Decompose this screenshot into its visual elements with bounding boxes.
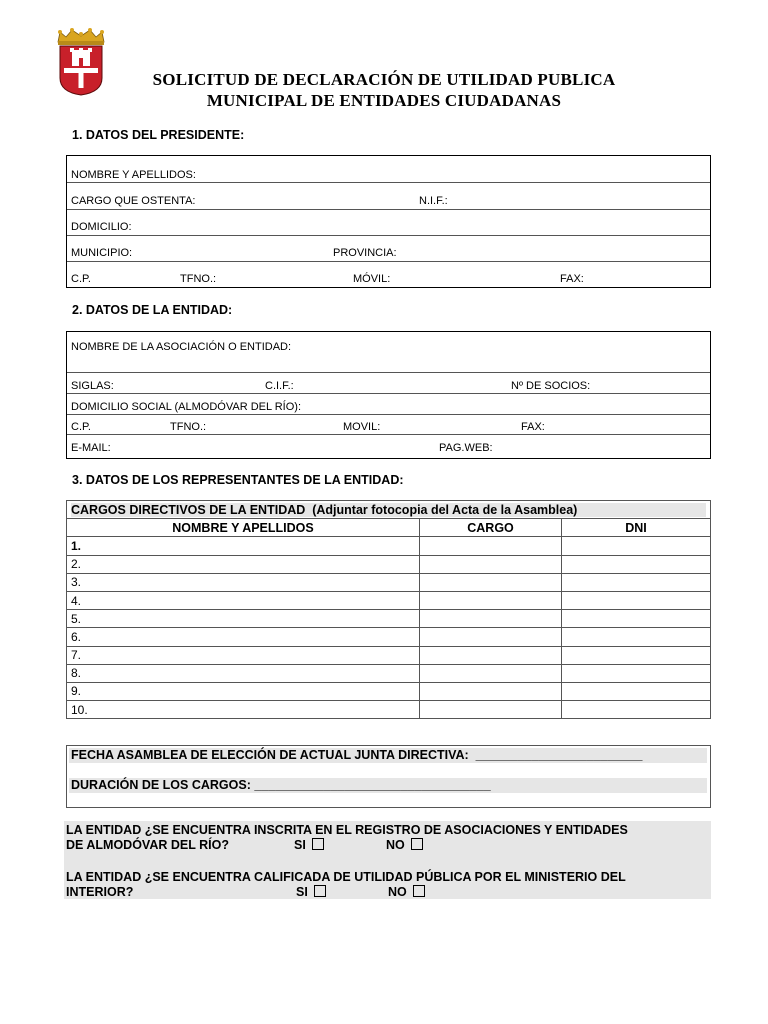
duracion-cargos-label (71, 778, 491, 793)
entity-siglas-label: SIGLAS: (71, 380, 114, 392)
table-row (67, 682, 711, 700)
table-row (67, 537, 711, 555)
dni-cell[interactable] (562, 701, 711, 719)
section-2-heading: 2. DATOS DE LA ENTIDAD: (72, 303, 233, 317)
table-caption-bold: CARGOS DIRECTIVOS DE LA ENTIDAD (71, 502, 306, 517)
dni-cell[interactable] (562, 664, 711, 682)
column-header-dni: DNI (562, 519, 711, 537)
dni-cell[interactable] (562, 537, 711, 555)
si-label: SI (296, 885, 308, 899)
section-3-heading: 3. DATOS DE LOS REPRESENTANTES DE LA ENTIDAD: (72, 473, 404, 487)
dni-cell[interactable] (562, 591, 711, 609)
column-header-nombre: NOMBRE Y APELLIDOS (67, 519, 420, 537)
cargo-cell[interactable] (420, 682, 562, 700)
duracion-cargos-text: DURACIÓN DE LOS CARGOS: (71, 778, 251, 792)
president-fax-label: FAX: (560, 273, 584, 285)
row-number: 9. (67, 682, 420, 700)
question-2-line-2: INTERIOR? (66, 885, 134, 899)
question-2-line-1: LA ENTIDAD ¿SE ENCUENTRA CALIFICADA DE UTILIDAD PÚBLICA POR EL MINISTERIO DEL (66, 870, 626, 884)
fecha-asamblea-label (71, 748, 643, 763)
checkbox-icon[interactable] (312, 838, 324, 850)
no-label: NO (386, 838, 405, 852)
representatives-table-wrap (66, 500, 711, 719)
row-number: 2. (67, 555, 420, 573)
dni-cell[interactable] (562, 628, 711, 646)
cargo-cell[interactable] (420, 664, 562, 682)
table-row (67, 701, 711, 719)
no-label: NO (388, 885, 407, 899)
table-row (67, 610, 711, 628)
table-caption (67, 501, 711, 519)
question-1-no (386, 838, 423, 853)
cargo-cell[interactable] (420, 591, 562, 609)
president-cp-label: C.P. (71, 273, 91, 285)
cargo-cell[interactable] (420, 555, 562, 573)
dni-cell[interactable] (562, 646, 711, 664)
entity-socios-label: Nº DE SOCIOS: (511, 380, 591, 392)
dni-cell[interactable] (562, 610, 711, 628)
fecha-asamblea-blank[interactable]: ________________________ (475, 748, 643, 762)
checkbox-icon[interactable] (413, 885, 425, 897)
table-row (67, 646, 711, 664)
president-nif-label: N.I.F.: (419, 195, 448, 207)
cargo-cell[interactable] (420, 701, 562, 719)
table-row (67, 555, 711, 573)
entity-movil-label: MOVIL: (343, 421, 381, 433)
entity-name-label: NOMBRE DE LA ASOCIACIÓN O ENTIDAD: (71, 341, 292, 353)
table-caption-note: (Adjuntar fotocopia del Acta de la Asamblea) (312, 502, 578, 517)
checkbox-icon[interactable] (411, 838, 423, 850)
cargo-cell[interactable] (420, 610, 562, 628)
column-header-cargo: CARGO (420, 519, 562, 537)
entity-domicilio-label: DOMICILIO SOCIAL (ALMODÓVAR DEL RÍO): (71, 401, 302, 413)
president-municipio-label: MUNICIPIO: (71, 247, 133, 259)
row-number: 8. (67, 664, 420, 682)
row-number: 6. (67, 628, 420, 646)
entity-email-label: E-MAIL: (71, 442, 111, 454)
table-row (67, 591, 711, 609)
dni-cell[interactable] (562, 682, 711, 700)
title-line-1: SOLICITUD DE DECLARACIÓN DE UTILIDAD PUBLICA (152, 70, 616, 89)
president-tfno-label: TFNO.: (180, 273, 217, 285)
assembly-box (66, 745, 711, 808)
entity-cp-label: C.P. (71, 421, 91, 433)
row-number: 10. (67, 701, 420, 719)
dni-cell[interactable] (562, 555, 711, 573)
president-cargo-label: CARGO QUE OSTENTA: (71, 195, 196, 207)
question-1-line-2: DE ALMODÓVAR DEL RÍO? (66, 838, 229, 852)
cargo-cell[interactable] (420, 646, 562, 664)
row-number: 7. (67, 646, 420, 664)
table-row (67, 573, 711, 591)
entity-cif-label: C.I.F.: (265, 380, 294, 392)
entity-fax-label: FAX: (521, 421, 545, 433)
fecha-asamblea-text: FECHA ASAMBLEA DE ELECCIÓN DE ACTUAL JUNTA DIRECTIVA: (71, 748, 469, 762)
entity-tfno-label: TFNO.: (170, 421, 207, 433)
president-domicilio-label: DOMICILIO: (71, 221, 132, 233)
section-1-heading: 1. DATOS DEL PRESIDENTE: (72, 128, 245, 142)
row-number: 1. (67, 537, 420, 555)
table-row (67, 664, 711, 682)
entity-web-label: PAG.WEB: (439, 442, 493, 454)
representatives-table (66, 500, 711, 719)
checkbox-icon[interactable] (314, 885, 326, 897)
president-movil-label: MÓVIL: (353, 273, 391, 285)
president-provincia-label: PROVINCIA: (333, 247, 397, 259)
president-data-box (66, 155, 711, 288)
president-name-label: NOMBRE Y APELLIDOS: (71, 169, 196, 181)
si-label: SI (294, 838, 306, 852)
table-row (67, 628, 711, 646)
cargo-cell[interactable] (420, 573, 562, 591)
question-2-si (296, 885, 326, 900)
row-number: 5. (67, 610, 420, 628)
entity-data-box (66, 331, 711, 459)
row-number: 4. (67, 591, 420, 609)
dni-cell[interactable] (562, 573, 711, 591)
question-1-si (294, 838, 324, 853)
cargo-cell[interactable] (420, 537, 562, 555)
row-number: 3. (67, 573, 420, 591)
title-line-2: MUNICIPAL DE ENTIDADES CIUDADANAS (206, 91, 562, 110)
question-1-line-1: LA ENTIDAD ¿SE ENCUENTRA INSCRITA EN EL REGISTRO DE ASOCIACIONES Y ENTIDADES (66, 823, 628, 837)
cargo-cell[interactable] (420, 628, 562, 646)
duracion-cargos-blank[interactable]: __________________________________ (254, 778, 491, 792)
question-2-no (388, 885, 425, 900)
